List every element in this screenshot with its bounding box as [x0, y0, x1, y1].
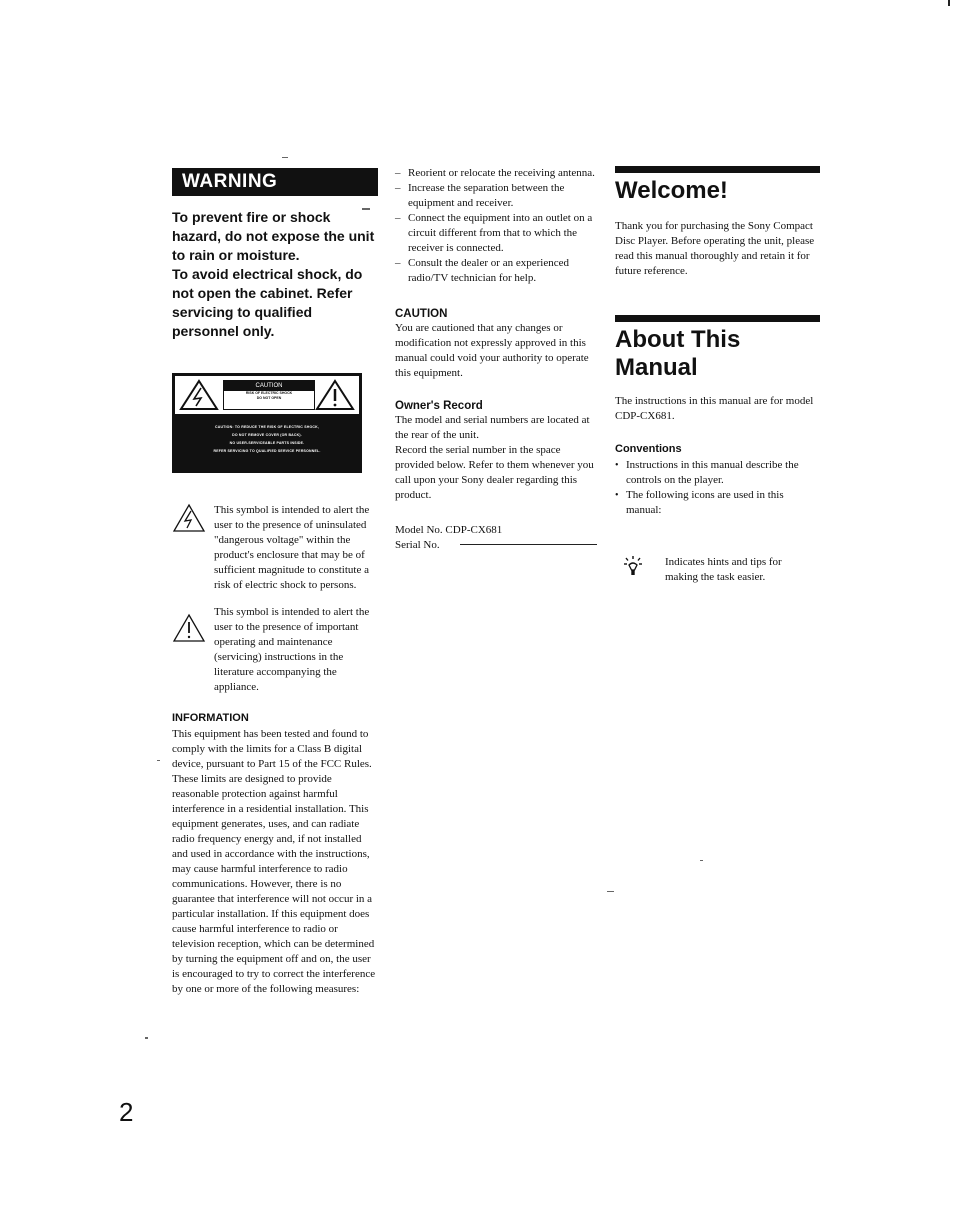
warning-line-1: To prevent fire or shock hazard, do not expose the unit to rain or moisture.: [172, 209, 375, 263]
serial-blank: [460, 544, 597, 545]
list-item: – Connect the equipment into an outlet on a circuit different from that to which the receiver is connected.: [395, 211, 601, 256]
exclamation-triangle-icon: [172, 613, 206, 643]
model-label: Model No.: [395, 524, 443, 536]
warning-text: [172, 208, 378, 341]
scan-speck: [145, 1037, 148, 1039]
page-number: 2: [119, 1097, 134, 1127]
owners-record-heading: Owner's Record: [395, 400, 483, 412]
middle-column: [395, 166, 601, 553]
welcome-rule: [615, 166, 820, 173]
right-column: [615, 166, 820, 585]
measures-list: [395, 166, 601, 286]
lightning-triangle-icon: [179, 379, 219, 411]
lightning-triangle-icon: [172, 503, 206, 533]
exclamation-triangle-icon: [315, 379, 355, 411]
caution-label-small-1: RISK OF ELECTRIC SHOCK: [245, 391, 293, 395]
list-item: – Consult the dealer or an experienced radio/TV technician for help.: [395, 256, 601, 286]
conventions-list: [615, 458, 820, 518]
caution-label-top: [175, 376, 359, 417]
caution-label-line-1: CAUTION: TO REDUCE THE RISK OF ELECTRIC SHOCK,: [214, 425, 320, 429]
owners-record-body-2: Record the serial number in the space provided below. Refer to them whenever you call upon your Sony dealer regarding this product.: [395, 444, 594, 501]
about-heading: About This Manual: [615, 326, 741, 381]
exclamation-symbol-row: [172, 605, 378, 695]
list-item: – Reorient or relocate the receiving antenna.: [395, 166, 601, 181]
about-body: The instructions in this manual are for model CDP-CX681.: [615, 395, 814, 422]
list-item: • Instructions in this manual describe the controls on the player.: [615, 458, 820, 488]
scan-speck: [700, 860, 703, 861]
caution-heading: CAUTION: [395, 308, 448, 320]
list-item: – Increase the separation between the equipment and receiver.: [395, 181, 601, 211]
lightbulb-icon: [623, 555, 643, 577]
model-line: [395, 523, 601, 538]
left-column: [172, 168, 378, 997]
voltage-symbol: [172, 503, 214, 593]
welcome-body: Thank you for purchasing the Sony Compact Disc Player. Before operating the unit, please read this manual thoroughly and retain it for future reference.: [615, 220, 815, 277]
information-body: This equipment has been tested and found to comply with the limits for a Class B digital device, pursuant to Part 15 of the FCC Rules. These limits are designed to provide reasonable protection against harmful interference in a residential installation. This equipment generates, uses, and can radiate radio frequency energy and, if not installed and used in accordance with the instructions, may cause harmful interference to radio communications. However, there is no guarantee that interference will not occur in a particular installation. If this equipment does cause harmful interference to radio or television reception, which can be determined by turning the equipment off and on, the user is encouraged to try to correct the interference by one or more of the following measures:: [172, 728, 376, 995]
exclamation-symbol: [172, 605, 214, 695]
information-heading: INFORMATION: [172, 712, 249, 724]
tip-symbol: [615, 555, 665, 585]
caution-label-graphic: [172, 373, 362, 473]
owners-record-body-1: The model and serial numbers are located at the rear of the unit.: [395, 414, 590, 441]
caution-label-bottom: [175, 417, 359, 470]
tip-icon-row: [615, 555, 820, 585]
warning-heading-text: WARNING: [182, 171, 278, 192]
model-value: CDP-CX681: [445, 524, 503, 536]
list-item: • The following icons are used in this manual:: [615, 488, 820, 518]
voltage-symbol-row: [172, 503, 378, 593]
conventions-heading: Conventions: [615, 443, 682, 455]
scan-speck: [282, 157, 288, 158]
scan-speck: [362, 208, 370, 210]
model-serial-block: [395, 523, 601, 553]
warning-heading: [172, 168, 378, 196]
caution-body: You are cautioned that any changes or modification not expressly approved in this manual could void your authority to operate this equipment.: [395, 322, 589, 379]
scan-speck: [607, 891, 614, 892]
caution-label-title: CAUTION: [224, 381, 314, 391]
about-rule: [615, 315, 820, 322]
caution-label-line-4: REFER SERVICING TO QUALIFIED SERVICE PERSONNEL.: [213, 449, 321, 453]
warning-line-2: To avoid electrical shock, do not open the cabinet. Refer servicing to qualified personnel only.: [172, 266, 363, 339]
serial-line: [395, 538, 601, 553]
exclamation-symbol-text: This symbol is intended to alert the user to the presence of important operating and maintenance (servicing) instructions in the literature accompanying the appliance.: [214, 606, 370, 693]
scan-speck: [157, 760, 160, 761]
welcome-heading: Welcome!: [615, 177, 728, 204]
caution-label-box: [223, 380, 315, 410]
tip-text: Indicates hints and tips for making the task easier.: [665, 556, 782, 583]
serial-label: Serial No.: [395, 539, 440, 551]
caution-label-small-2: DO NOT OPEN: [256, 396, 282, 400]
caution-label-line-2: DO NOT REMOVE COVER (OR BACK).: [232, 433, 302, 437]
caution-label-line-3: NO USER-SERVICEABLE PARTS INSIDE.: [229, 441, 305, 445]
voltage-symbol-text: This symbol is intended to alert the user to the presence of uninsulated "dangerous voltage" within the product's enclosure that may be of sufficient magnitude to constitute a risk of electric shock to persons.: [214, 504, 370, 591]
scan-speck: [948, 0, 950, 6]
